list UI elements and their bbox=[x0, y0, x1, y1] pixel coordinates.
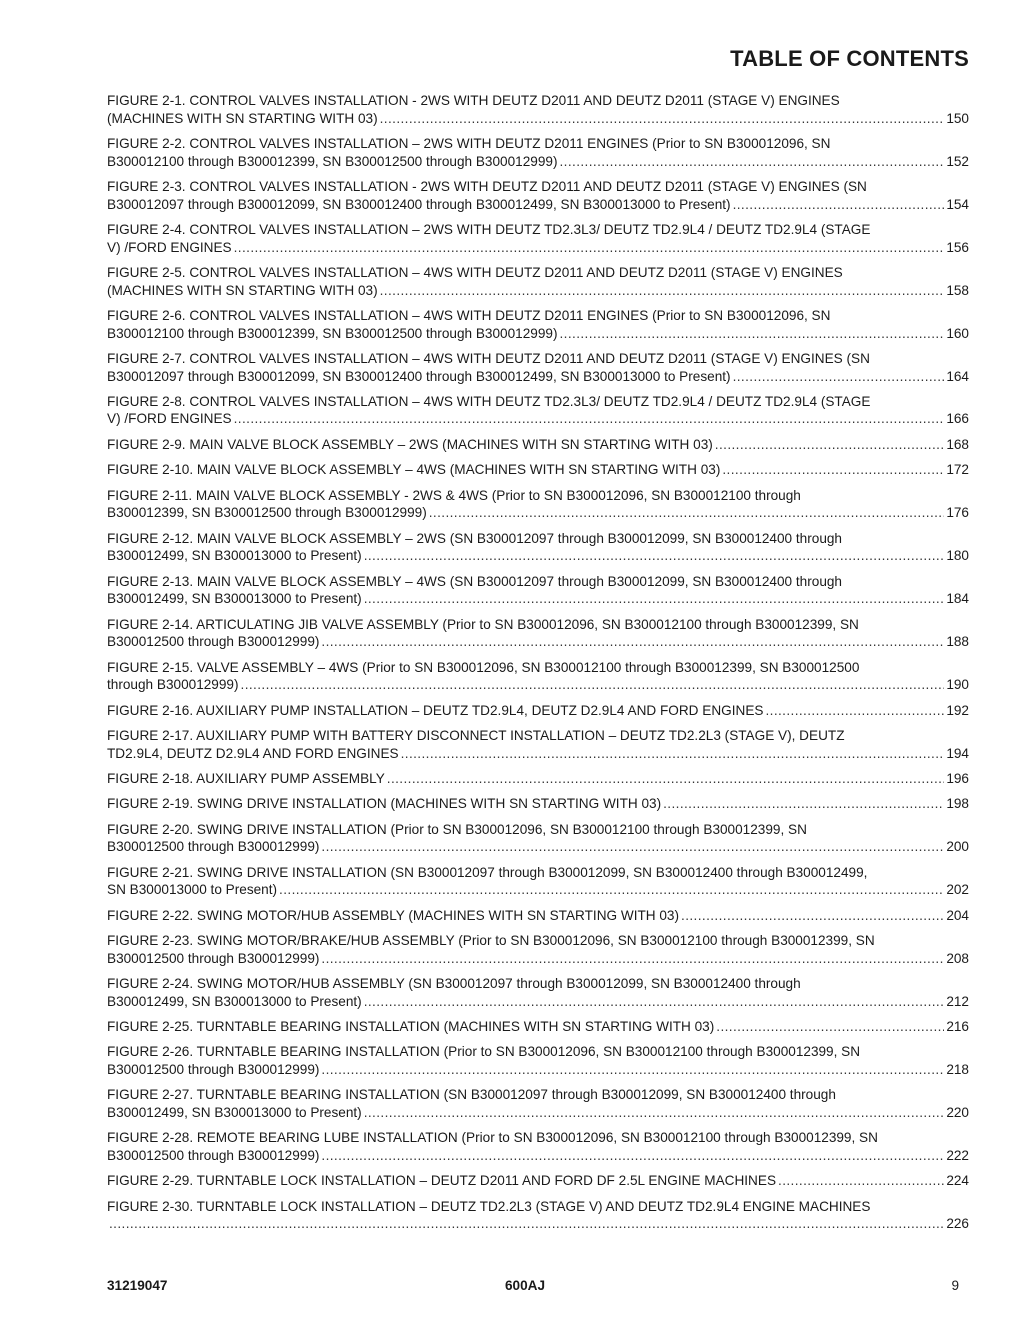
toc-entry-page-number: 202 bbox=[946, 882, 969, 898]
toc-entry-title-line: FIGURE 2-12. MAIN VALVE BLOCK ASSEMBLY – 2WS (SN B300012097 through B300012099, SN B300012400 through bbox=[107, 530, 842, 546]
toc-entry[interactable] bbox=[107, 659, 969, 694]
toc-entry-title-text: FIGURE 2-22. SWING MOTOR/HUB ASSEMBLY (MACHINES WITH SN STARTING WITH 03) bbox=[107, 907, 680, 923]
toc-entry[interactable] bbox=[107, 795, 969, 813]
toc-entry[interactable] bbox=[107, 1018, 969, 1036]
dot-leader bbox=[387, 770, 945, 788]
toc-entry[interactable] bbox=[107, 1086, 969, 1121]
toc-entry-page-number: 196 bbox=[946, 770, 969, 786]
toc-entry-title-text: FIGURE 2-16. AUXILIARY PUMP INSTALLATION – DEUTZ TD2.9L4, DEUTZ D2.9L4 AND FORD ENGINES bbox=[107, 702, 764, 718]
toc-entry[interactable] bbox=[107, 393, 969, 428]
dot-leader bbox=[380, 110, 945, 128]
toc-entry-title-text: B300012399, SN B300012500 through B300012999) bbox=[107, 505, 427, 521]
toc-entry-final-line bbox=[107, 504, 969, 522]
toc-entry-final-line bbox=[107, 325, 969, 343]
dot-leader bbox=[429, 504, 945, 522]
toc-entry[interactable] bbox=[107, 178, 969, 213]
toc-entry[interactable] bbox=[107, 702, 969, 720]
toc-entry-title-text: (MACHINES WITH SN STARTING WITH 03) bbox=[107, 110, 378, 126]
dot-leader bbox=[321, 1147, 944, 1165]
toc-entry[interactable] bbox=[107, 487, 969, 522]
dot-leader bbox=[716, 1018, 944, 1036]
toc-entry-title-text: (MACHINES WITH SN STARTING WITH 03) bbox=[107, 282, 378, 298]
toc-entry[interactable] bbox=[107, 907, 969, 925]
toc-entry[interactable] bbox=[107, 1129, 969, 1164]
toc-entry-page-number: 212 bbox=[946, 993, 969, 1009]
toc-entry-title-text: through B300012999) bbox=[107, 677, 239, 693]
toc-entry-title-text: B300012500 through B300012999) bbox=[107, 950, 320, 966]
dot-leader bbox=[560, 325, 945, 343]
toc-entry-final-line bbox=[107, 702, 969, 720]
dot-leader bbox=[401, 745, 945, 763]
toc-entry[interactable] bbox=[107, 461, 969, 479]
toc-entry[interactable] bbox=[107, 307, 969, 342]
toc-entry-page-number: 204 bbox=[946, 907, 969, 923]
toc-entry-title-line: FIGURE 2-5. CONTROL VALVES INSTALLATION – 4WS WITH DEUTZ D2011 AND DEUTZ D2011 (STAGE V) ENGINES bbox=[107, 264, 843, 280]
toc-entry[interactable] bbox=[107, 864, 969, 899]
toc-entry-page-number: 156 bbox=[946, 239, 969, 255]
toc-entry-title-line: FIGURE 2-14. ARTICULATING JIB VALVE ASSEMBLY (Prior to SN B300012096, SN B300012100 through B300012399, SN bbox=[107, 616, 859, 632]
toc-entry-final-line bbox=[107, 676, 969, 694]
toc-entry-title-line: FIGURE 2-2. CONTROL VALVES INSTALLATION – 2WS WITH DEUTZ D2011 ENGINES (Prior to SN B300012096, SN bbox=[107, 135, 831, 151]
dot-leader bbox=[321, 633, 944, 651]
toc-entry-page-number: 200 bbox=[946, 839, 969, 855]
dot-leader bbox=[733, 368, 945, 386]
toc-entry-page-number: 150 bbox=[946, 110, 969, 126]
toc-entry-final-line bbox=[107, 110, 969, 128]
dot-leader bbox=[765, 702, 944, 720]
dot-leader bbox=[560, 153, 945, 171]
toc-entry-title-text: B300012500 through B300012999) bbox=[107, 634, 320, 650]
toc-entry-page-number: 160 bbox=[946, 325, 969, 341]
toc-entry[interactable] bbox=[107, 264, 969, 299]
toc-entry-title-line: FIGURE 2-13. MAIN VALVE BLOCK ASSEMBLY – 4WS (SN B300012097 through B300012099, SN B300012400 through bbox=[107, 573, 842, 589]
toc-entry-final-line bbox=[107, 633, 969, 651]
toc-entry-title-line: FIGURE 2-4. CONTROL VALVES INSTALLATION – 2WS WITH DEUTZ TD2.3L3/ DEUTZ TD2.9L4 / DEUTZ TD2.9L4 (STAGE bbox=[107, 221, 871, 237]
toc-entry-page-number: 192 bbox=[946, 702, 969, 718]
dot-leader bbox=[733, 196, 945, 214]
dot-leader bbox=[364, 993, 945, 1011]
dot-leader bbox=[364, 590, 945, 608]
toc-entry-title-line: FIGURE 2-3. CONTROL VALVES INSTALLATION - 2WS WITH DEUTZ D2011 AND DEUTZ D2011 (STAGE V) ENGINES (SN bbox=[107, 178, 867, 194]
toc-entry-page-number: 222 bbox=[946, 1148, 969, 1164]
toc-entry-final-line bbox=[107, 239, 969, 257]
toc-entry-page-number: 216 bbox=[946, 1019, 969, 1035]
toc-entry-page-number: 152 bbox=[946, 153, 969, 169]
dot-leader bbox=[321, 1061, 944, 1079]
dot-leader bbox=[321, 950, 944, 968]
toc-entry-final-line bbox=[107, 1147, 969, 1165]
toc-entry-page-number: 190 bbox=[946, 677, 969, 693]
toc-entry-title-line: FIGURE 2-20. SWING DRIVE INSTALLATION (Prior to SN B300012096, SN B300012100 through B300012399, SN bbox=[107, 821, 807, 837]
toc-entry-final-line bbox=[107, 1018, 969, 1036]
page-footer bbox=[107, 1278, 959, 1298]
toc-entry[interactable] bbox=[107, 727, 969, 762]
toc-entry-page-number: 198 bbox=[946, 796, 969, 812]
toc-entry-page-number: 224 bbox=[946, 1173, 969, 1189]
dot-leader bbox=[364, 547, 945, 565]
toc-entry-title-line: FIGURE 2-27. TURNTABLE BEARING INSTALLATION (SN B300012097 through B300012099, SN B300012400 through bbox=[107, 1087, 836, 1103]
toc-entry-page-number: 218 bbox=[946, 1062, 969, 1078]
footer-page-number: 9 bbox=[951, 1278, 959, 1293]
table-of-contents-list bbox=[107, 92, 969, 1241]
toc-entry-title-text: FIGURE 2-9. MAIN VALVE BLOCK ASSEMBLY – 2WS (MACHINES WITH SN STARTING WITH 03) bbox=[107, 436, 713, 452]
toc-entry[interactable] bbox=[107, 350, 969, 385]
toc-entry-final-line bbox=[107, 907, 969, 925]
toc-entry-page-number: 194 bbox=[946, 745, 969, 761]
toc-entry-title-text: B300012499, SN B300013000 to Present) bbox=[107, 1105, 362, 1121]
toc-entry-final-line bbox=[107, 881, 969, 899]
dot-leader bbox=[321, 838, 944, 856]
toc-entry[interactable] bbox=[107, 135, 969, 170]
toc-entry-title-line: FIGURE 2-21. SWING DRIVE INSTALLATION (SN B300012097 through B300012099, SN B300012400 through B300012499, bbox=[107, 864, 868, 880]
toc-entry-final-line bbox=[107, 461, 969, 479]
toc-entry-page-number: 226 bbox=[946, 1216, 969, 1232]
toc-entry-title-line: FIGURE 2-8. CONTROL VALVES INSTALLATION – 4WS WITH DEUTZ TD2.3L3/ DEUTZ TD2.9L4 / DEUTZ TD2.9L4 (STAGE bbox=[107, 393, 871, 409]
toc-entry-title-text: B300012499, SN B300013000 to Present) bbox=[107, 548, 362, 564]
toc-entry-page-number: 188 bbox=[946, 634, 969, 650]
toc-entry-title-text: B300012500 through B300012999) bbox=[107, 1062, 320, 1078]
toc-entry-final-line bbox=[107, 282, 969, 300]
toc-entry-page-number: 180 bbox=[946, 548, 969, 564]
dot-leader bbox=[778, 1172, 944, 1190]
toc-entry-final-line bbox=[107, 368, 969, 386]
toc-entry-title-text: SN B300013000 to Present) bbox=[107, 882, 278, 898]
dot-leader bbox=[663, 795, 944, 813]
toc-entry-title-text: B300012097 through B300012099, SN B300012400 through B300012499, SN B300013000 to Present) bbox=[107, 368, 731, 384]
toc-entry-title-text: TD2.9L4, DEUTZ D2.9L4 AND FORD ENGINES bbox=[107, 745, 399, 761]
dot-leader bbox=[380, 282, 945, 300]
toc-entry-title-text: B300012097 through B300012099, SN B300012400 through B300012499, SN B300013000 to Present) bbox=[107, 196, 731, 212]
toc-entry-final-line bbox=[107, 436, 969, 454]
toc-entry-final-line bbox=[107, 1061, 969, 1079]
toc-entry-final-line bbox=[107, 1215, 969, 1233]
toc-entry[interactable] bbox=[107, 975, 969, 1010]
dot-leader bbox=[715, 436, 945, 454]
dot-leader bbox=[109, 1215, 944, 1233]
toc-entry[interactable] bbox=[107, 821, 969, 856]
toc-entry[interactable] bbox=[107, 616, 969, 651]
toc-entry[interactable] bbox=[107, 436, 969, 454]
toc-entry-final-line bbox=[107, 547, 969, 565]
toc-entry-final-line bbox=[107, 1104, 969, 1122]
toc-entry-title-text: V) /FORD ENGINES bbox=[107, 239, 232, 255]
toc-entry-title-text: B300012500 through B300012999) bbox=[107, 1148, 320, 1164]
toc-entry-final-line bbox=[107, 590, 969, 608]
toc-entry-title-text: FIGURE 2-18. AUXILIARY PUMP ASSEMBLY bbox=[107, 770, 385, 786]
toc-entry[interactable] bbox=[107, 1172, 969, 1190]
dot-leader bbox=[681, 907, 944, 925]
toc-entry[interactable] bbox=[107, 92, 969, 127]
toc-entry-title-text: B300012499, SN B300013000 to Present) bbox=[107, 591, 362, 607]
toc-entry-page-number: 168 bbox=[946, 436, 969, 452]
toc-entry-title-line: FIGURE 2-30. TURNTABLE LOCK INSTALLATION – DEUTZ TD2.2L3 (STAGE V) AND DEUTZ TD2.9L4 ENGINE MACHINES bbox=[107, 1198, 871, 1214]
toc-entry[interactable] bbox=[107, 573, 969, 608]
toc-entry[interactable] bbox=[107, 932, 969, 967]
toc-entry-title-text: B300012100 through B300012399, SN B300012500 through B300012999) bbox=[107, 153, 558, 169]
toc-entry-page-number: 166 bbox=[946, 411, 969, 427]
toc-entry[interactable] bbox=[107, 221, 969, 256]
toc-entry-page-number: 220 bbox=[946, 1105, 969, 1121]
toc-entry-title-line: FIGURE 2-17. AUXILIARY PUMP WITH BATTERY DISCONNECT INSTALLATION – DEUTZ TD2.2L3 (STAGE V), DEUTZ bbox=[107, 727, 845, 743]
footer-document-number: 31219047 bbox=[107, 1278, 168, 1293]
dot-leader bbox=[722, 461, 944, 479]
toc-entry-title-text: B300012500 through B300012999) bbox=[107, 839, 320, 855]
toc-entry-title-line: FIGURE 2-7. CONTROL VALVES INSTALLATION – 4WS WITH DEUTZ D2011 AND DEUTZ D2011 (STAGE V) ENGINES (SN bbox=[107, 350, 870, 366]
toc-entry-title-text: B300012100 through B300012399, SN B300012500 through B300012999) bbox=[107, 325, 558, 341]
toc-entry-page-number: 172 bbox=[946, 462, 969, 478]
toc-entry-final-line bbox=[107, 745, 969, 763]
footer-model-name: 600AJ bbox=[505, 1278, 546, 1293]
toc-entry-title-text: B300012499, SN B300013000 to Present) bbox=[107, 993, 362, 1009]
toc-entry-page-number: 176 bbox=[946, 505, 969, 521]
toc-entry-title-line: FIGURE 2-24. SWING MOTOR/HUB ASSEMBLY (SN B300012097 through B300012099, SN B300012400 through bbox=[107, 976, 801, 992]
toc-entry-title-line: FIGURE 2-28. REMOTE BEARING LUBE INSTALLATION (Prior to SN B300012096, SN B300012100 through B300012399, SN bbox=[107, 1130, 878, 1146]
toc-entry-page-number: 184 bbox=[946, 591, 969, 607]
toc-entry-final-line bbox=[107, 196, 969, 214]
toc-entry-title-line: FIGURE 2-15. VALVE ASSEMBLY – 4WS (Prior to SN B300012096, SN B300012100 through B300012399, SN B300012500 bbox=[107, 659, 860, 675]
dot-leader bbox=[279, 881, 944, 899]
page-title: TABLE OF CONTENTS bbox=[730, 46, 969, 71]
toc-entry-title-text: FIGURE 2-29. TURNTABLE LOCK INSTALLATION – DEUTZ D2011 AND FORD DF 2.5L ENGINE MACHINES bbox=[107, 1173, 777, 1189]
toc-entry-title-text: FIGURE 2-10. MAIN VALVE BLOCK ASSEMBLY – 4WS (MACHINES WITH SN STARTING WITH 03) bbox=[107, 462, 721, 478]
toc-entry[interactable] bbox=[107, 1198, 969, 1233]
toc-entry-final-line bbox=[107, 950, 969, 968]
toc-entry-title-line: FIGURE 2-1. CONTROL VALVES INSTALLATION - 2WS WITH DEUTZ D2011 AND DEUTZ D2011 (STAGE V) ENGINES bbox=[107, 93, 840, 108]
toc-entry-title-line: FIGURE 2-11. MAIN VALVE BLOCK ASSEMBLY - 2WS & 4WS (Prior to SN B300012096, SN B300012100 through bbox=[107, 487, 801, 503]
toc-entry-title-line: FIGURE 2-26. TURNTABLE BEARING INSTALLATION (Prior to SN B300012096, SN B300012100 through B300012399, SN bbox=[107, 1044, 861, 1060]
dot-leader bbox=[241, 676, 945, 694]
toc-entry-title-text: FIGURE 2-19. SWING DRIVE INSTALLATION (MACHINES WITH SN STARTING WITH 03) bbox=[107, 796, 662, 812]
toc-entry-page-number: 158 bbox=[946, 282, 969, 298]
dot-leader bbox=[234, 410, 945, 428]
toc-entry-final-line bbox=[107, 838, 969, 856]
toc-entry-final-line bbox=[107, 1172, 969, 1190]
toc-entry-title-line: FIGURE 2-23. SWING MOTOR/BRAKE/HUB ASSEMBLY (Prior to SN B300012096, SN B300012100 through B300012399, SN bbox=[107, 933, 875, 949]
toc-entry-final-line bbox=[107, 410, 969, 428]
toc-entry-final-line bbox=[107, 795, 969, 813]
toc-entry-final-line bbox=[107, 153, 969, 171]
toc-entry-page-number: 208 bbox=[946, 950, 969, 966]
toc-entry-page-number: 164 bbox=[946, 368, 969, 384]
toc-entry-final-line bbox=[107, 770, 969, 788]
toc-entry-title-text: V) /FORD ENGINES bbox=[107, 411, 232, 427]
dot-leader bbox=[234, 239, 945, 257]
toc-entry-page-number: 154 bbox=[946, 196, 969, 212]
dot-leader bbox=[364, 1104, 945, 1122]
toc-entry-final-line bbox=[107, 993, 969, 1011]
toc-entry[interactable] bbox=[107, 770, 969, 788]
toc-entry[interactable] bbox=[107, 530, 969, 565]
toc-entry-title-text: FIGURE 2-25. TURNTABLE BEARING INSTALLATION (MACHINES WITH SN STARTING WITH 03) bbox=[107, 1019, 715, 1035]
toc-entry[interactable] bbox=[107, 1043, 969, 1078]
toc-entry-title-line: FIGURE 2-6. CONTROL VALVES INSTALLATION – 4WS WITH DEUTZ D2011 ENGINES (Prior to SN B300012096, SN bbox=[107, 307, 831, 323]
